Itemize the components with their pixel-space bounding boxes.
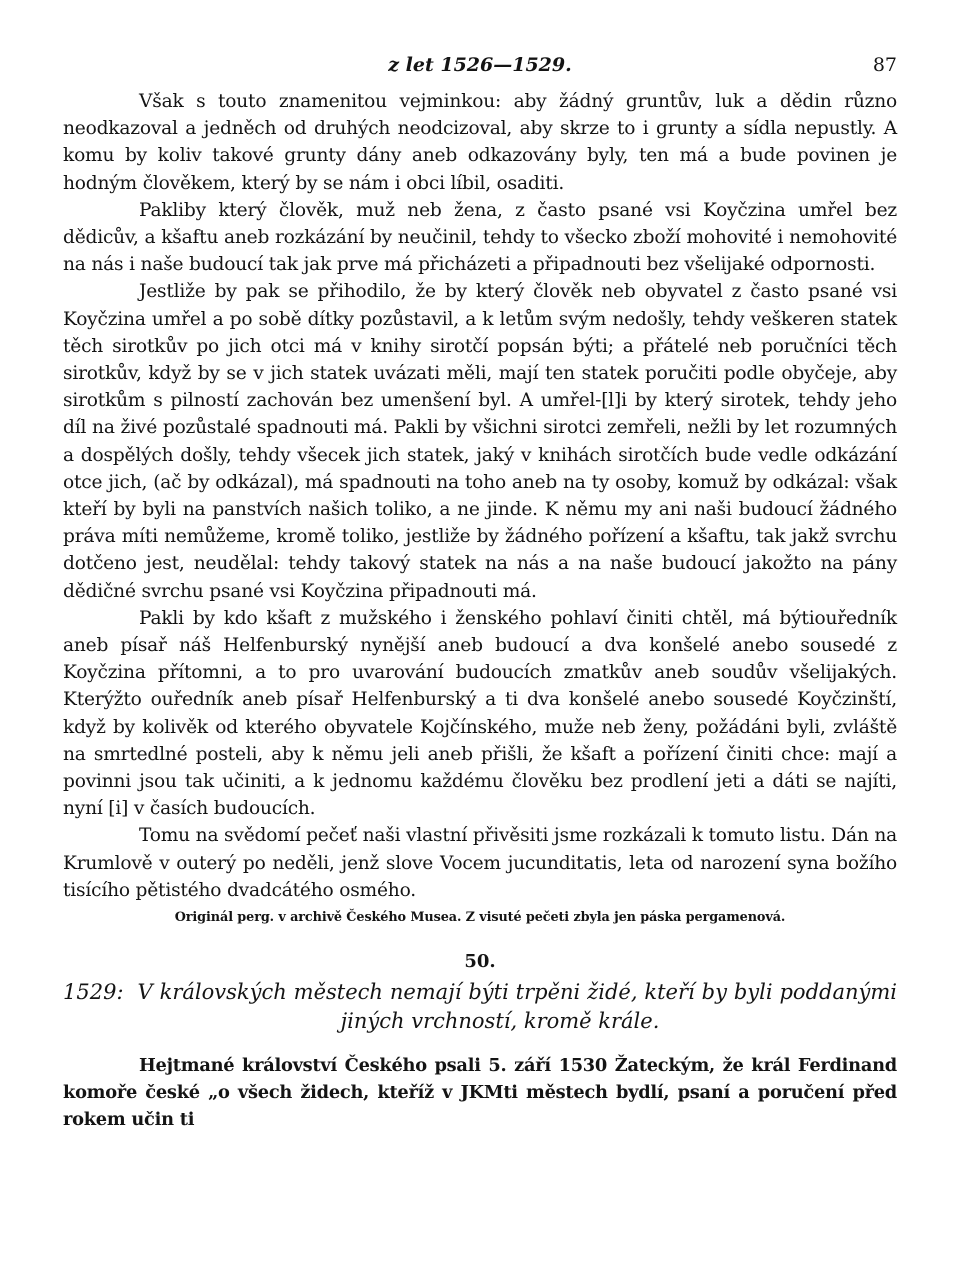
document-heading (63, 978, 897, 1036)
running-head-title: z let 1526—1529. (388, 54, 572, 76)
paragraph: Pakli by kdo kšaft z mužského i ženského pohlaví činiti chtěl, má býtiouředník aneb písař náš Helfenburský nynější aneb budoucí a dva konšelé anebo sousedé z Koyčzina přítomni, a to pro uvarování budoucích zmatkův aneb soudův všelijakých. Kterýžto ouředník aneb písař Helfenburský a ti dva konšelé anebo sousedé Koyčzinští, když by kolivěk od kterého obyvatele Kojčínského, muže neb ženy, požádáni byli, zvláště na smrtedlné posteli, aby k němu jeli aneb přišli, že kšaft a pořízení činiti chce: mají a povinni jsou tak učiniti, a k jednomu každému člověku bez prodlení jeti a dáti se najíti, nyní [i] v časích budoucích. (63, 607, 897, 820)
main-text (63, 88, 897, 904)
document-number: 50. (464, 951, 496, 973)
paragraph: Tomu na svědomí pečeť naši vlastní přivěsiti jsme rozkázali k tomuto listu. Dán na Krumlově v outerý po neděli, jenž slove Vocem jucunditatis, leta od narození syna božího tisícího pětistého dvadcátého osmého. (63, 825, 897, 901)
paragraph: Jestliže by pak se přihodilo, že by který člověk neb obyvatel z často psané vsi Koyčzina umřel a po sobě dítky pozůstavil, a k letům svým nedošly, tehdy veškeren statek těch sirotkův po jich otci má v knihy sirotčí popsán býti; a přátelé neb poručníci těch sirotkův, když by se v jich statek uvázati měli, mají ten statek poručiti podle obyčeje, aby sirotkům s pilností zachován bez umenšení byl. A umřel-[l]i by který sirotek, tehdy jeho díl na živé pozůstalé spadnouti má. Pakli by všichni sirotci zemřeli, nežli by let rozumných a dospělých došly, tehdy všecek jich statek, jaký v knihách sirotčích bude vedle odkázání otce jich, (ač by odkázal), má spadnouti na toho aneb na ty osoby, komuž by odkázal: však kteří by byli na panstvích našich toliko, a ne jinde. K němu my ani naši budoucí žádného práva míti nemůžeme, kromě toliko, jestliže by žádného pořízení a kšaftu, tak jakž svrchu dotčeno jest, neudělal: tehdy takový statek na nás a na naše budoucí jakožto na pány dědičné svrchu psané vsi Koyčzina připadnouti má. (63, 281, 897, 602)
regest-paragraph: Hejtmané království Českého psali 5. září 1530 Žateckým, že král Ferdinand komoře české „o všech židech, kteříž v JKMti městech bydlí, psaní a poručení před rokem učin ti (63, 1055, 897, 1131)
page-number: 87 (872, 54, 897, 76)
paragraph: Však s touto znamenitou vejminkou: aby žádný gruntův, luk a dědin různo neodkazoval a jedněch od druhých neodcizoval, aby skrze to i grunty a sídla nepustly. A komu by koliv takové grunty dány aneb odkazovány byly, ten má a bude povinen je hodným člověkem, který by se nám i obci líbil, osaditi. (63, 91, 897, 194)
running-head (63, 54, 897, 88)
page (63, 54, 897, 1133)
paragraph: Pakliby který člověk, muž neb žena, z často psané vsi Koyčzina umřel bez dědicův, a kšaftu aneb rozkázání by neučinil, tehdy to všecko zboží mohovité i nemohovité na nás i naše budoucí tak jak prve má přicházeti a připadnouti bez všelijaké odpornosti. (63, 199, 897, 276)
regest-text (63, 1052, 897, 1133)
source-note: Originál perg. v archivě Českého Musea. Z visuté pečeti zbyla jen páska pergamenová. (174, 910, 786, 926)
document-title-line-2: jiných vrchností, kromě krále. (340, 1009, 660, 1034)
document-title-line-1: V královských městech nemají býti trpěni židé, kteří by byli poddanými (137, 980, 897, 1005)
document-year: 1529: (63, 980, 124, 1005)
